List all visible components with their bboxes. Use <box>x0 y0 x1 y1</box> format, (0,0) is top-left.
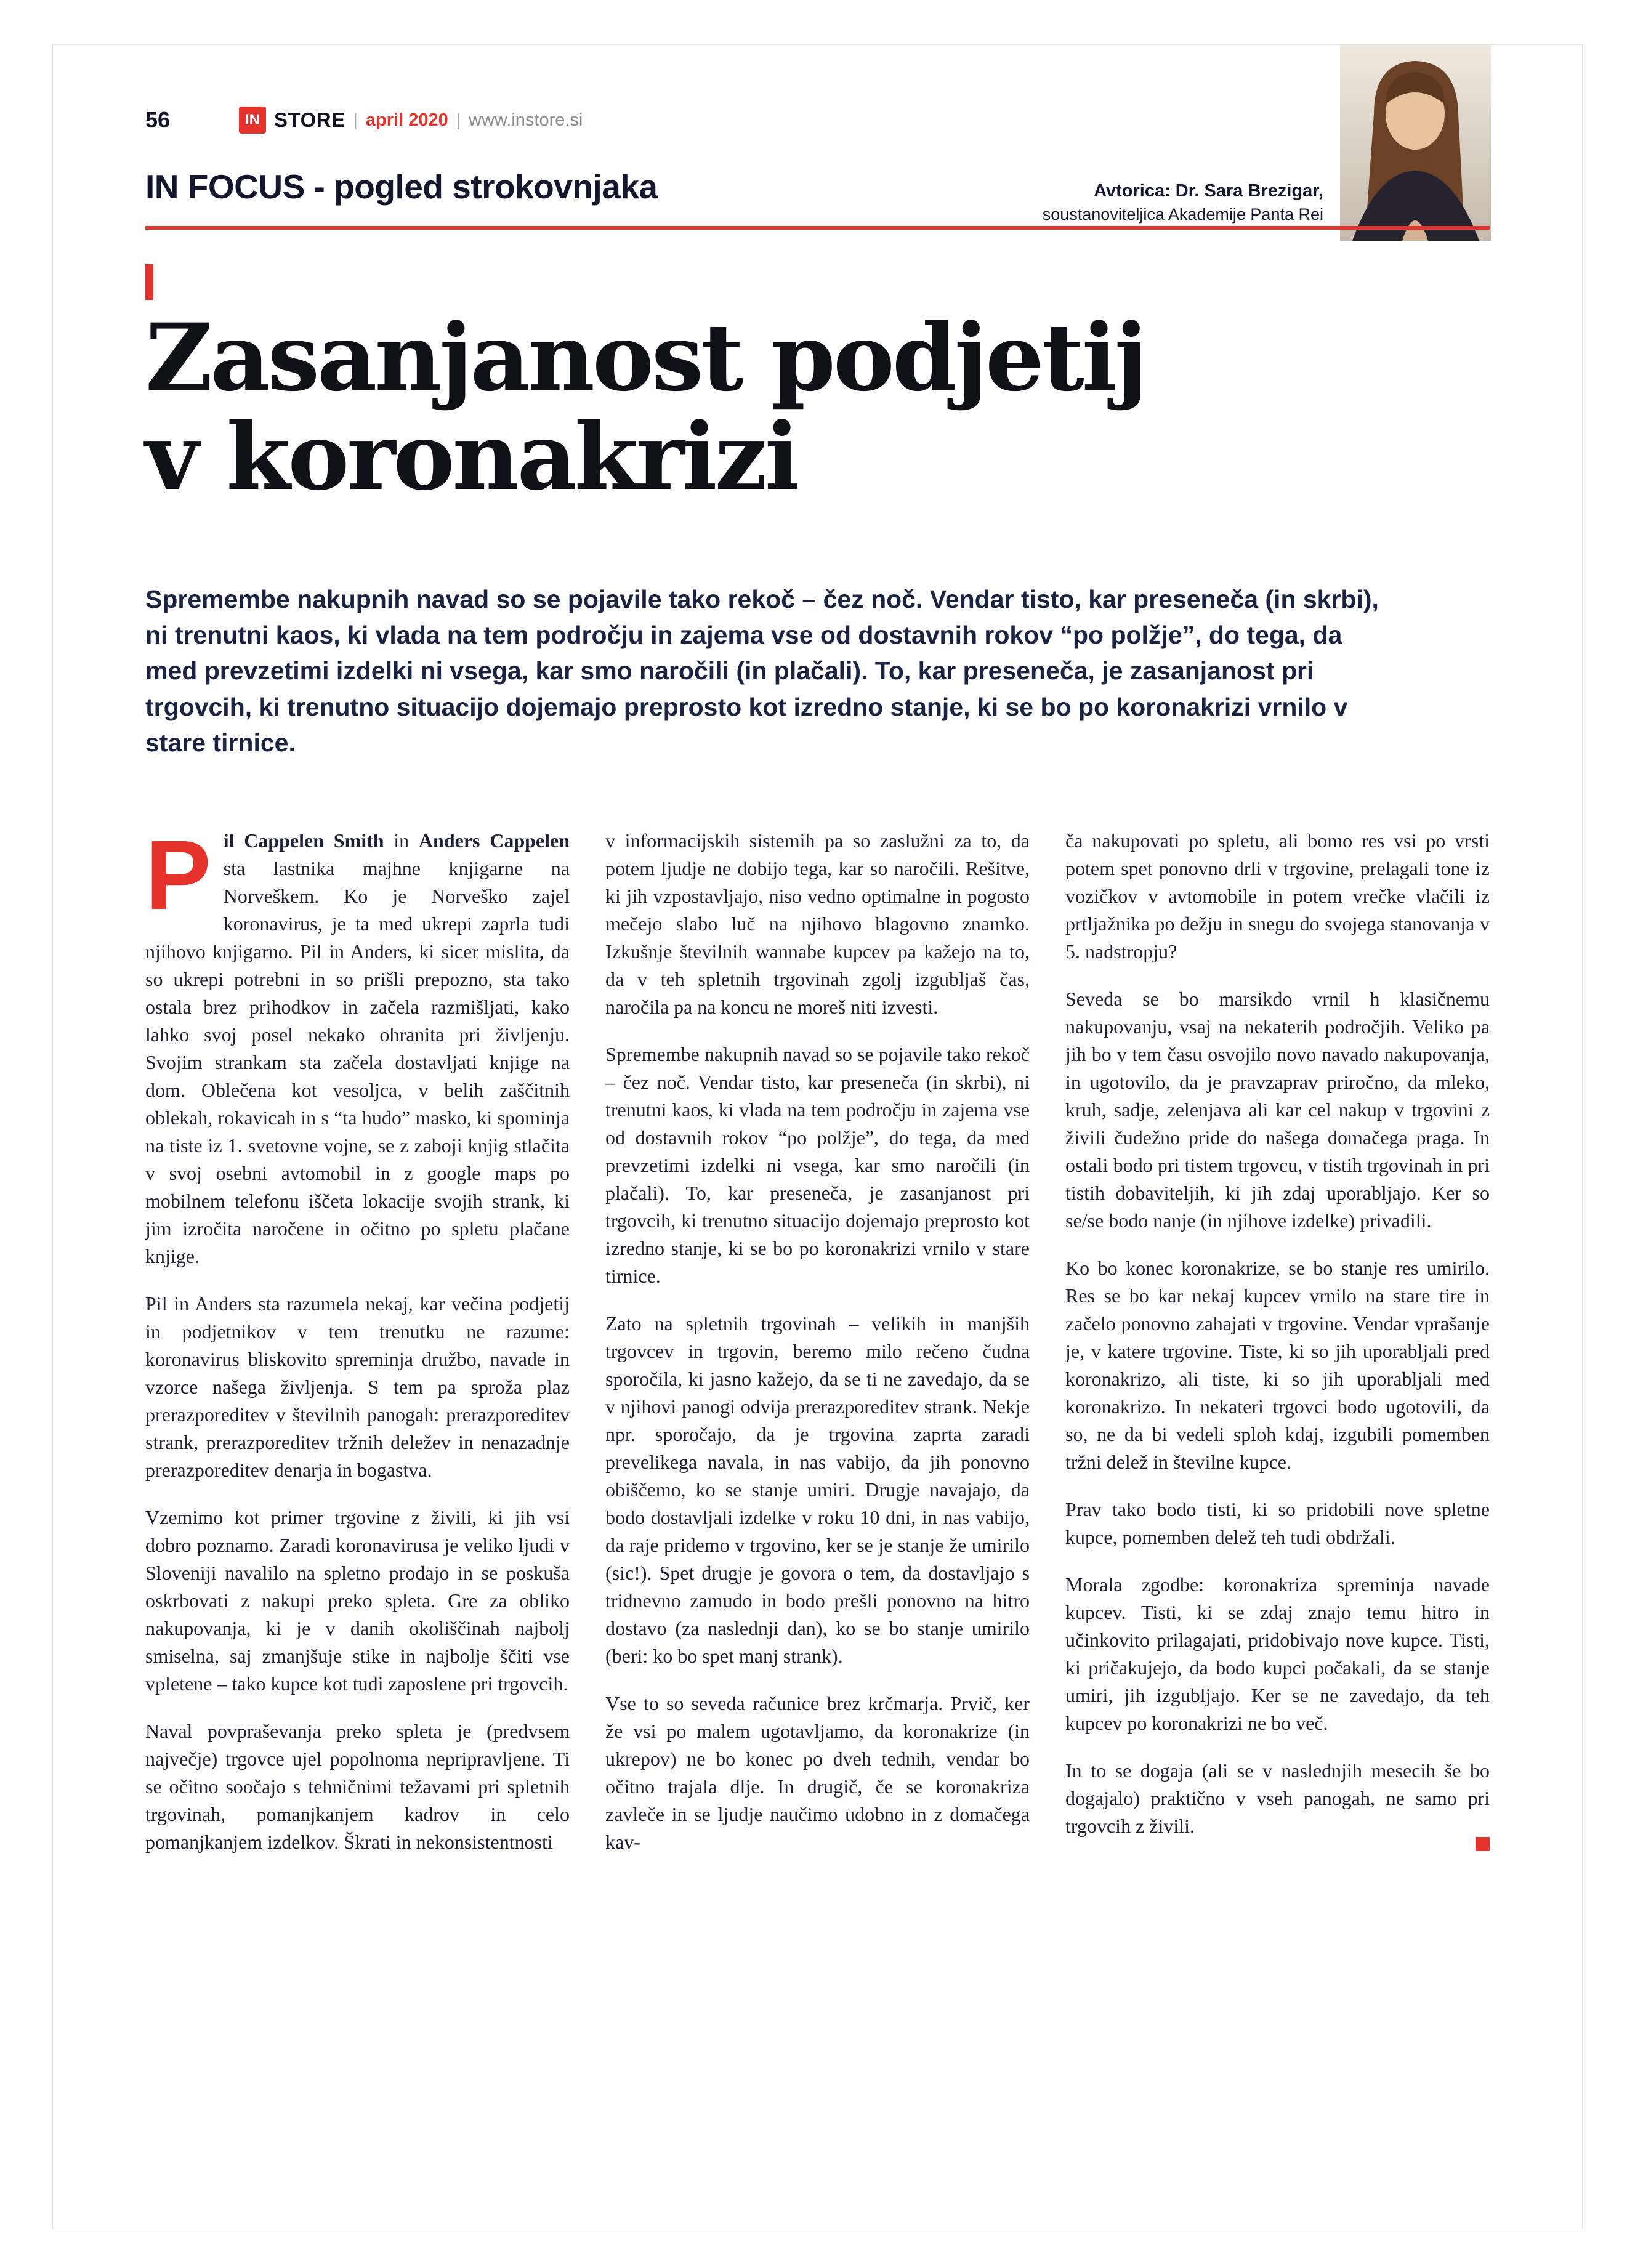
masthead-date: april 2020 <box>365 110 448 130</box>
body-paragraph: In to se dogaja (ali se v naslednjih mesecih še bo dogajalo) praktično v vseh panogah, ne samo pri trgovcih z živili. <box>1065 1759 1490 1838</box>
article-lead: Spremembe nakupnih navad so se pojavile tako rekoč – čez noč. Vendar tisto, kar preseneča (in skrbi), ni trenutni kaos, ki vlada na tem področju in zajema vse od dostavnih rokov “po polžje”, do tega, da med prevzetimi izdelki ni vsega, kar smo naročili (in plačali). To, kar preseneča, je zasanjanost pri trgovcih, ki trenutno situacijo dojemajo preprosto kot izredno stanje, ki se bo po koronakrizi vrnilo v stare tirnice. <box>145 585 1379 757</box>
author-name: Avtorica: Dr. Sara Brezigar, <box>1094 181 1323 201</box>
section-title: IN FOCUS - pogled strokovnjaka <box>145 167 658 206</box>
body-paragraph: Zato na spletnih trgovinah – velikih in manjših trgovcev in trgovin, beremo milo rečeno čudna sporočila, ki jasno kažejo, da se ti ne zavedajo, da se v njihovi panogi odvija prerazporeditev strank. Nekje npr. sporočajo, da je trgovina zaprta zaradi prevelikega navala, in nas vabijo, da jih ponovno obiščemo, ko se stanje umiri. Drugje navajajo, da bodo dostavljali izdelke v roku 10 dni, in nas vabijo, da raje pridemo v trgovino, ker se je stanje že umirilo (sic!). Spet drugje je govora o tem, da dostavljajo s tridnevno zamudo in bodo prešli ponovno na hitro dostavo (za naslednji dan), ko se bo stanje umirilo (beri: ko bo spet manj strank). <box>605 1312 1030 1668</box>
page <box>52 44 1583 2229</box>
article-headline <box>145 304 1490 511</box>
body-text: sta lastnika majhne knjigarne na Norveškem. Ko je Norveško zajel koronavirus, je ta med ukrepi zaprla tudi njihovo knjigarno. Pil in Anders, ki sicer mislita, da so ukrepi potrebni in so prišli prepozno, sta tako ostala brez prihodkov in začela razmišljati, kako lahko svoj posel nekako ohranita pri življenju. Svojim strankam sta začela dostavljati knjige na dom. Oblečena kot vesoljca, v belih zaščitnih oblekah, rokavicah in s “ta hudo” masko, ki spominja na tiste iz 1. svetovne vojne, se z zaboji knjig stlačita v svoj osebni avtomobil in z google maps po mobilnem telefonu iščeta lokacije svojih strank, ki jim izročita naročene in očitno po spletu plačane knjige. <box>145 857 570 1268</box>
drop-cap: P <box>145 820 211 930</box>
body-paragraph: v informacijskih sistemih pa so zaslužni za to, da potem ljudje ne dobijo tega, kar so naročili. Rešitve, ki jih vzpostavljajo, niso vedno optimalne in pogosto mečejo slabo luč na njihovo blagovno znamko. Izkušnje številnih wannabe kupcev pa kažejo na to, da v teh spletnih trgovinah zgolj izgubljaš čas, naročila pa na koncu ne moreš niti izvesti. <box>605 829 1030 1019</box>
page-number: 56 <box>145 107 171 132</box>
body-paragraph: Naval povpraševanja preko spleta je (predvsem največje) trgovce ujel popolnoma nepripravljene. Ti se očitno soočajo s tehničnimi težavami pri spletnih trgovinah, pomanjkanjem kadrov in celo pomanjkanjem izdelkov. Škrati in nekonsistentnosti <box>145 1720 570 1854</box>
masthead <box>239 107 583 134</box>
masthead-website: www.instore.si <box>469 110 583 130</box>
page-content <box>53 45 1582 1876</box>
bold-name: Anders Cappelen <box>418 829 570 852</box>
body-paragraph <box>145 820 570 1270</box>
masthead-separator: | <box>353 110 358 129</box>
headline-line-2: v koronakrizi <box>145 402 797 511</box>
author-organization: soustanoviteljica Akademije Panta Rei <box>1042 205 1323 224</box>
body-paragraph: Prav tako bodo tisti, ki so pridobili nove spletne kupce, pomemben delež teh tudi obdržali. <box>1065 1498 1490 1549</box>
bold-name: il Cappelen Smith <box>223 829 384 852</box>
article-end-mark <box>1476 1837 1490 1851</box>
headline-tick <box>145 264 153 300</box>
body-paragraph: Ko bo konec koronakrize, se bo stanje res umirilo. Res se bo kar nekaj kupcev vrnilo na stare tire in začelo ponovno zahajati v trgovine. Vendar vprašanje je, v katere trgovine. Tiste, ki so jih uporabljali pred koronakrizo, ali tiste, ki so jih uporabljali med koronakrizo. In nekateri trgovci bodo ugotovili, da so, ne da bi vedeli sploh kdaj, izgubili pomemben tržni delež in številne kupce. <box>1065 1257 1490 1474</box>
section-divider-line <box>145 226 1490 230</box>
article-body <box>145 820 1490 1876</box>
instore-logo-icon: IN <box>239 107 266 134</box>
body-paragraph: Vzemimo kot primer trgovine z živili, ki jih vsi dobro poznamo. Zaradi koronavirusa je veliko ljudi v Sloveniji navalilo na spletno prodajo in se poskuša oskrbovati z nakupi preko spleta. Gre za obliko nakupovanja, ki je v danih okoliščinah najbolj smiselna, saj zmanjšuje stike in najbolje ščiti vse vpletene – tako kupce kot tudi zaposlene pri trgovcih. <box>145 1506 570 1695</box>
body-paragraph: Seveda se bo marsikdo vrnil h klasičnemu nakupovanju, vsaj na nekaterih področjih. Veliko pa jih bo v tem času osvojilo novo navado nakupovanja, in ugotovilo, da je pravzaprav priročno, da mleko, kruh, sadje, zelenjava ali kar cel nakup v trgovini z živili čudežno pride do našega domačega praga. In ostali bodo pri tistem trgovcu, v tistih trgovinah in pri tistih dobaviteljih, ki jih zdaj uporabljajo. Ker so se/se bodo nanje (in njihove izdelke) privadili. <box>1065 988 1490 1232</box>
body-text: in <box>384 829 419 852</box>
body-column-2 <box>605 827 1030 1876</box>
page-header <box>145 107 1490 134</box>
body-paragraph: ča nakupovati po spletu, ali bomo res vsi po vrsti potem spet ponovno drli v trgovine, prelagali tone iz vozičkov v avtomobile in potem vrečke vlačili iz prtljažnika po dežju in snegu do svojega stanovanja v 5. nadstropju? <box>1065 829 1490 963</box>
body-paragraph: Vse to so seveda računice brez krčmarja. Prvič, ker že vsi po malem ugotavljamo, da koronakrize (in ukrepov) ne bo konec po dveh tednih, vendar bo očitno trajala dlje. In drugič, če se koronakriza zavleče in se ljudje naučimo udobno in z domačega kav- <box>605 1692 1030 1854</box>
body-column-1 <box>145 820 570 1876</box>
masthead-separator: | <box>456 110 461 129</box>
body-paragraph: Spremembe nakupnih navad so se pojavile tako rekoč – čez noč. Vendar tisto, kar preseneča (in skrbi), ni trenutni kaos, ki vlada na tem področju in zajema vse od dostavnih rokov “po polžje”, do tega, da med prevzetimi izdelki ni vsega, kar smo naročili (in plačali). To, kar preseneča, je zasanjanost pri trgovcih, ki trenutno situacijo dojemajo preprosto kot izredno stanje, ki se bo po koronakrizi vrnilo v stare tirnice. <box>605 1043 1030 1288</box>
masthead-store-label: STORE <box>274 108 345 131</box>
body-paragraph: Pil in Anders sta razumela nekaj, kar večina podjetij in podjetnikov v tem trenutku ne razume: koronavirus bliskovito spreminja družbo, navade in vzorce našega življenja. S tem pa sproža plaz prerazporeditev v številnih panogah: prerazporeditev strank, prerazporeditev tržnih deležev in nenazadnje prerazporeditev denarja in bogastva. <box>145 1293 570 1482</box>
body-paragraph: Morala zgodbe: koronakriza spreminja navade kupcev. Tisti, ki se zdaj znajo temu hitro in učinkovito prilagajati, pridobivajo nove kupce. Tisti, ki pričakujejo, da bodo kupci počakali, da se stanje umiri, jih izgubljajo. Ker se ne zavedajo, da teh kupcev po koronakrizi ne bo več. <box>1065 1573 1490 1735</box>
headline-line-1: Zasanjanost podjetij <box>145 304 1145 412</box>
body-column-3 <box>1065 827 1490 1876</box>
